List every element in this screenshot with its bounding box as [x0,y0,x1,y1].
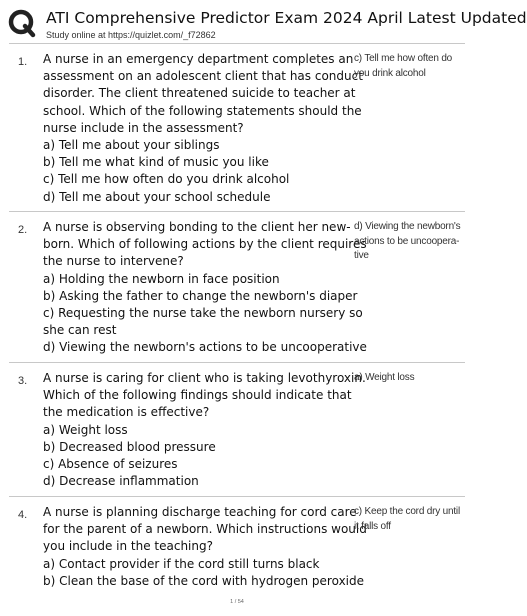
quizlet-logo-icon [8,9,36,37]
question-line: c) Absence of seizures [43,457,178,472]
question-item [9,496,465,616]
question-line: a) Tell me about your siblings [43,138,220,153]
answer-line: a) Weight loss [354,372,415,383]
question-line: she can rest [43,323,117,338]
question-line: c) Requesting the nurse take the newborn nursery so [43,306,363,321]
answer-line: you drink alcohol [354,67,426,79]
question-line: d) Decrease inflammation [43,474,199,489]
document-title: ATI Comprehensive Predictor Exam 2024 April Latest Updated [46,9,527,27]
question-list [0,43,474,616]
question-line: A nurse in an emergency department completes an [43,52,354,66]
question-line: b) Clean the base of the cord with hydrogen peroxide [43,573,364,588]
answer-text [354,220,468,264]
question-line: school. Which of the following statements should the [43,103,362,118]
question-item [9,211,465,362]
question-line: a) Contact provider if the cord still turns black [43,556,320,571]
question-line: A nurse is caring for client who is taking levothyroxin. [43,371,366,385]
question-line: nurse include in the assessment? [43,120,244,135]
page-number: 1 / 54 [230,599,244,605]
question-line: the nurse to intervene? [43,254,184,269]
answer-text [354,52,468,81]
question-item [9,362,465,496]
question-number: 3. [18,375,28,387]
question-line: you include in the teaching? [43,539,213,554]
question-line: disorder. The client threatened suicide to teacher at [43,86,356,101]
question-line: born. Which of following actions by the client requires [43,237,367,252]
answer-text [354,371,468,386]
question-line: for the parent of a newborn. Which instructions would [43,522,367,537]
document-header [8,7,527,47]
question-line: a) Holding the newborn in face position [43,271,280,286]
question-text [43,370,366,490]
question-line: b) Decreased blood pressure [43,439,216,454]
question-number: 2. [18,224,28,236]
question-line: Which of the following findings should indicate that [43,388,352,403]
question-line: a) Weight loss [43,422,128,437]
question-text [43,219,367,357]
question-text [43,51,363,206]
question-line: b) Tell me what kind of music you like [43,155,269,170]
answer-text [354,505,468,534]
question-line: A nurse is observing bonding to the client her new- [43,220,351,234]
question-line: A nurse is planning discharge teaching for cord care [43,505,357,519]
question-line: the medication is effective? [43,405,210,420]
answer-line: c) Keep the cord dry until [354,506,460,517]
question-number: 4. [18,509,28,521]
answer-line: d) Viewing the newborn's [354,221,461,232]
question-number: 1. [18,56,28,68]
question-line: d) Tell me about your school schedule [43,189,271,204]
question-text [43,504,367,590]
answer-line: c) Tell me how often do [354,53,453,64]
question-line: assessment on an adolescent client that has conduct [43,69,363,84]
question-line: b) Asking the father to change the newborn's diaper [43,288,358,303]
answer-line: tive [354,250,369,261]
question-line: d) Viewing the newborn's actions to be uncooperative [43,340,367,355]
answer-line: it falls off [354,520,391,532]
question-item [9,43,465,211]
question-line: c) Tell me how often do you drink alcohol [43,172,290,187]
source-link[interactable]: Study online at https://quizlet.com/_f72862 [46,30,216,40]
answer-line: actions to be uncoopera- [354,235,460,247]
